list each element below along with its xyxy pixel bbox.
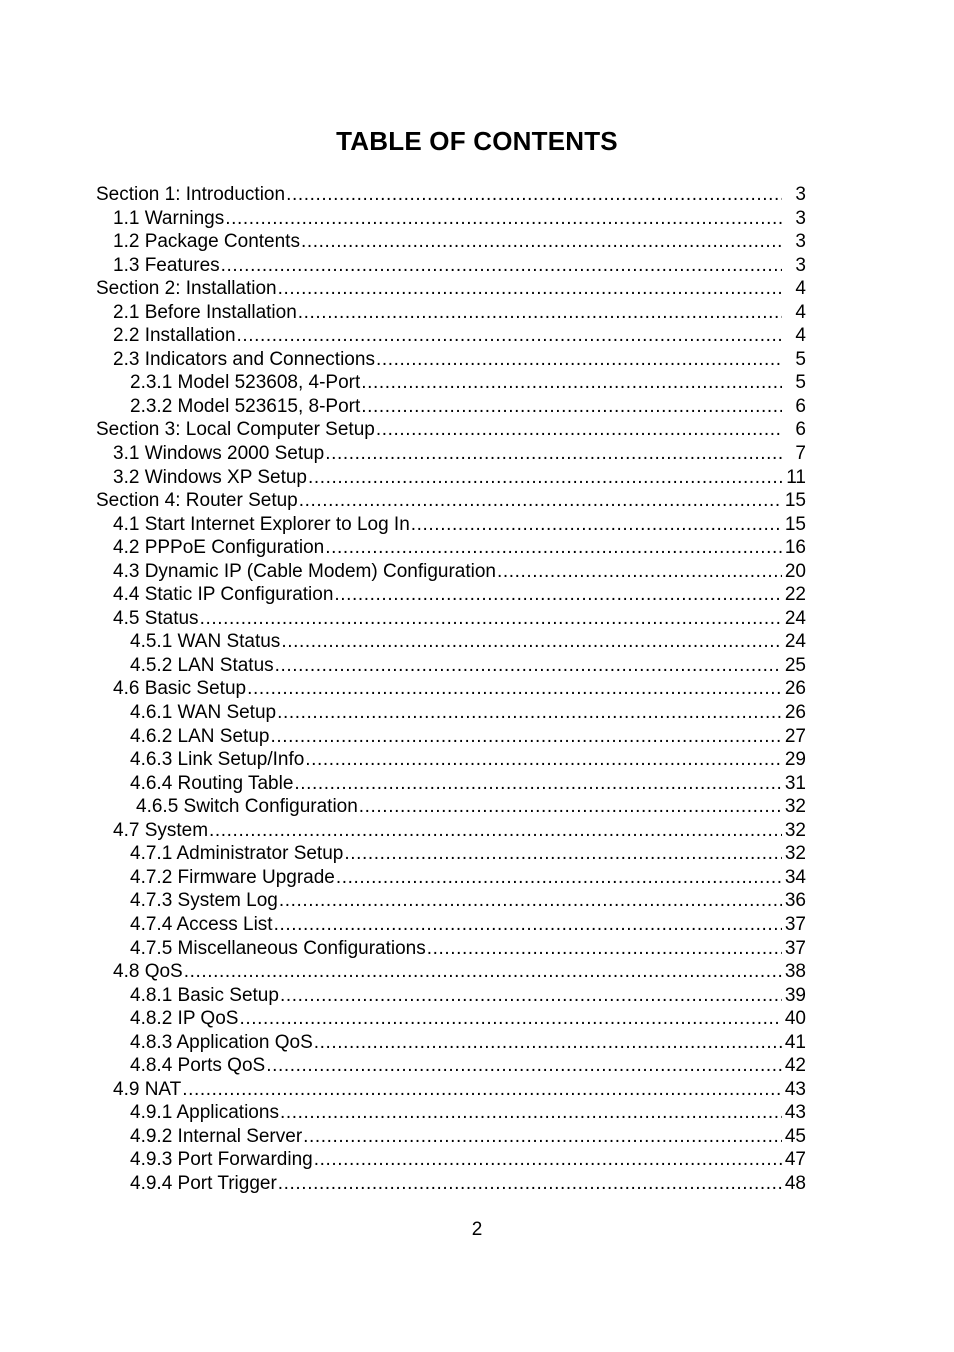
toc-entry[interactable] (96, 371, 806, 395)
toc-entry-label: 4.6.1 WAN Setup (130, 702, 277, 724)
toc-entry-label: 2.3.1 Model 523608, 4-Port (130, 372, 361, 394)
toc-entry-page: 3 (795, 254, 806, 276)
toc-entry[interactable] (96, 466, 806, 490)
toc-entry-page: 5 (795, 372, 806, 394)
toc-entry[interactable] (96, 348, 806, 372)
toc-entry[interactable] (96, 725, 806, 749)
toc-entry-page: 48 (784, 1172, 806, 1194)
toc-entry[interactable] (96, 277, 806, 301)
toc-entry-page: 6 (795, 419, 806, 441)
dot-leader (411, 513, 782, 537)
toc-entry-page: 3 (795, 184, 806, 205)
toc-entry-label: 4.9 NAT (113, 1078, 182, 1100)
dot-leader (376, 418, 782, 442)
table-of-contents (96, 183, 806, 1196)
dot-leader (270, 725, 782, 749)
dot-leader (301, 230, 782, 254)
toc-entry[interactable] (96, 1148, 806, 1172)
toc-entry-page: 15 (784, 513, 806, 535)
dot-leader (278, 277, 782, 301)
toc-entry-label: 4.6.2 LAN Setup (130, 725, 270, 747)
toc-entry-page: 4 (795, 325, 806, 347)
toc-entry-label: 4.5.1 WAN Status (130, 631, 281, 653)
dot-leader (278, 1172, 782, 1196)
toc-entry-page: 6 (795, 395, 806, 417)
toc-entry[interactable] (96, 960, 806, 984)
toc-entry-label: 4.9.1 Applications (130, 1102, 279, 1124)
dot-leader (299, 489, 782, 513)
toc-entry-label: 4.9.3 Port Forwarding (130, 1149, 313, 1171)
toc-entry-label: 4.7.4 Access List (130, 913, 273, 935)
dot-leader (182, 1078, 782, 1102)
toc-entry[interactable] (96, 560, 806, 584)
toc-entry[interactable] (96, 1078, 806, 1102)
toc-entry-label: 4.6.4 Routing Table (130, 772, 294, 794)
toc-entry-page: 15 (784, 490, 806, 512)
dot-leader (305, 748, 782, 772)
page-number: 2 (471, 1219, 483, 1240)
toc-entry-page: 39 (784, 984, 806, 1006)
dot-leader (303, 1125, 782, 1149)
dot-leader (308, 466, 782, 490)
dot-leader (200, 607, 782, 631)
toc-entry-label: 1.1 Warnings (113, 207, 225, 229)
toc-entry-label: 2.3 Indicators and Connections (113, 348, 375, 370)
toc-entry-page: 38 (784, 961, 806, 983)
toc-entry-page: 29 (784, 749, 806, 771)
toc-entry[interactable] (96, 301, 806, 325)
toc-entry[interactable] (96, 489, 806, 513)
toc-entry-label: 4.9.2 Internal Server (130, 1125, 303, 1147)
toc-entry-label: 4.5 Status (113, 607, 199, 629)
toc-entry-page: 24 (784, 607, 806, 629)
toc-entry[interactable] (96, 183, 806, 207)
toc-entry-page: 32 (784, 796, 806, 818)
toc-entry[interactable] (96, 1125, 806, 1149)
toc-entry-label: Section 2: Installation (96, 278, 277, 300)
toc-entry[interactable] (96, 748, 806, 772)
dot-leader (281, 630, 782, 654)
dot-leader (239, 1007, 782, 1031)
dot-leader (209, 819, 782, 843)
dot-leader (280, 984, 782, 1008)
dot-leader (314, 1031, 782, 1055)
toc-entry-label: 4.8.4 Ports QoS (130, 1055, 266, 1077)
toc-entry[interactable] (96, 418, 806, 442)
toc-entry[interactable] (96, 842, 806, 866)
dot-leader (225, 207, 782, 231)
toc-entry-label: 4.3 Dynamic IP (Cable Modem) Configuration (113, 560, 496, 582)
dot-leader (274, 913, 782, 937)
toc-entry[interactable] (96, 701, 806, 725)
toc-entry[interactable] (96, 913, 806, 937)
dot-leader (237, 324, 782, 348)
toc-entry-page: 37 (784, 913, 806, 935)
toc-entry-label: 4.7.3 System Log (130, 890, 278, 912)
toc-entry-label: Section 4: Router Setup (96, 490, 298, 512)
dot-leader (359, 795, 782, 819)
toc-entry-page: 7 (795, 443, 806, 465)
toc-entry[interactable] (96, 1101, 806, 1125)
dot-leader (344, 842, 782, 866)
dot-leader (376, 348, 782, 372)
dot-leader (361, 371, 782, 395)
toc-entry-label: 4.2 PPPoE Configuration (113, 537, 325, 559)
dot-leader (298, 301, 782, 325)
toc-entry-label: 4.7 System (113, 819, 209, 841)
toc-entry[interactable] (96, 607, 806, 631)
toc-entry-page: 22 (784, 584, 806, 606)
toc-entry-page: 27 (784, 725, 806, 747)
toc-entry[interactable] (96, 1031, 806, 1055)
dot-leader (279, 889, 782, 913)
toc-entry[interactable] (96, 866, 806, 890)
toc-entry-page: 4 (795, 301, 806, 323)
dot-leader (497, 560, 782, 584)
toc-entry[interactable] (96, 937, 806, 961)
toc-entry-page: 11 (786, 466, 806, 488)
toc-entry-page: 5 (795, 348, 806, 370)
dot-leader (361, 395, 782, 419)
toc-entry-label: Section 1: Introduction (96, 184, 286, 205)
toc-entry[interactable] (96, 254, 806, 278)
toc-entry-label: 3.1 Windows 2000 Setup (113, 443, 325, 465)
toc-entry[interactable] (96, 984, 806, 1008)
toc-entry-page: 25 (784, 654, 806, 676)
toc-entry-label: 4.7.2 Firmware Upgrade (130, 866, 335, 888)
toc-entry-page: 4 (795, 278, 806, 300)
dot-leader (280, 1101, 782, 1125)
toc-entry-label: 4.5.2 LAN Status (130, 654, 274, 676)
toc-entry[interactable] (96, 1054, 806, 1078)
toc-entry-label: 2.1 Before Installation (113, 301, 297, 323)
toc-entry-page: 3 (795, 231, 806, 253)
toc-entry-page: 31 (784, 772, 806, 794)
dot-leader (325, 442, 782, 466)
dot-leader (277, 701, 782, 725)
toc-entry[interactable] (96, 207, 806, 231)
toc-entry-label: 4.4 Static IP Configuration (113, 584, 334, 606)
toc-entry[interactable] (96, 889, 806, 913)
toc-entry-label: 4.6.3 Link Setup/Info (130, 749, 305, 771)
toc-entry-label: 4.8.1 Basic Setup (130, 984, 279, 1006)
dot-leader (221, 254, 782, 278)
toc-entry-page: 24 (784, 631, 806, 653)
toc-entry-label: 1.2 Package Contents (113, 231, 300, 253)
toc-entry[interactable] (96, 654, 806, 678)
toc-entry-page: 36 (784, 890, 806, 912)
dot-leader (325, 536, 782, 560)
dot-leader (336, 866, 782, 890)
dot-leader (334, 583, 782, 607)
dot-leader (266, 1054, 782, 1078)
dot-leader (314, 1148, 782, 1172)
toc-entry-page: 40 (784, 1008, 806, 1030)
toc-entry-label: 4.8.2 IP QoS (130, 1008, 239, 1030)
page-title: TABLE OF CONTENTS (336, 126, 618, 156)
toc-entry-page: 37 (784, 937, 806, 959)
toc-entry-page: 43 (784, 1102, 806, 1124)
toc-entry[interactable] (96, 677, 806, 701)
toc-entry-page: 26 (784, 702, 806, 724)
toc-entry-label: 4.9.4 Port Trigger (130, 1172, 277, 1194)
toc-entry-label: Section 3: Local Computer Setup (96, 419, 375, 441)
toc-entry[interactable] (96, 230, 806, 254)
toc-entry-page: 42 (784, 1055, 806, 1077)
toc-entry-label: 2.3.2 Model 523615, 8-Port (130, 395, 361, 417)
dot-leader (247, 677, 782, 701)
toc-entry-page: 16 (784, 537, 806, 559)
toc-entry-label: 4.7.1 Administrator Setup (130, 843, 344, 865)
toc-entry-label: 3.2 Windows XP Setup (113, 466, 307, 488)
toc-entry-label: 1.3 Features (113, 254, 220, 276)
toc-entry-page: 34 (784, 866, 806, 888)
toc-entry-label: 4.6.5 Switch Configuration (136, 796, 358, 818)
dot-leader (184, 960, 782, 984)
dot-leader (286, 183, 782, 207)
toc-entry[interactable] (96, 795, 806, 819)
toc-entry-page: 45 (784, 1125, 806, 1147)
toc-entry[interactable] (96, 324, 806, 348)
toc-entry-page: 47 (784, 1149, 806, 1171)
toc-entry-label: 4.8.3 Application QoS (130, 1031, 313, 1053)
toc-entry-label: 4.7.5 Miscellaneous Configurations (130, 937, 426, 959)
toc-entry-page: 3 (795, 207, 806, 229)
toc-entry-page: 20 (784, 560, 806, 582)
toc-entry-page: 26 (784, 678, 806, 700)
toc-entry[interactable] (96, 536, 806, 560)
dot-leader (275, 654, 782, 678)
toc-entry[interactable] (96, 1007, 806, 1031)
toc-entry-label: 4.8 QoS (113, 961, 183, 983)
toc-entry[interactable] (96, 583, 806, 607)
toc-entry[interactable] (96, 442, 806, 466)
toc-entry-label: 4.6 Basic Setup (113, 678, 247, 700)
toc-entry[interactable] (96, 630, 806, 654)
toc-entry-page: 41 (784, 1031, 806, 1053)
toc-entry[interactable] (96, 513, 806, 537)
toc-entry[interactable] (96, 819, 806, 843)
toc-entry-label: 2.2 Installation (113, 325, 236, 347)
toc-entry-page: 32 (784, 843, 806, 865)
dot-leader (294, 772, 782, 796)
toc-entry-label: 4.1 Start Internet Explorer to Log In (113, 513, 410, 535)
toc-entry-page: 32 (784, 819, 806, 841)
toc-entry[interactable] (96, 395, 806, 419)
toc-entry-page: 43 (784, 1078, 806, 1100)
dot-leader (427, 937, 782, 961)
toc-entry[interactable] (96, 772, 806, 796)
toc-entry[interactable] (96, 1172, 806, 1196)
